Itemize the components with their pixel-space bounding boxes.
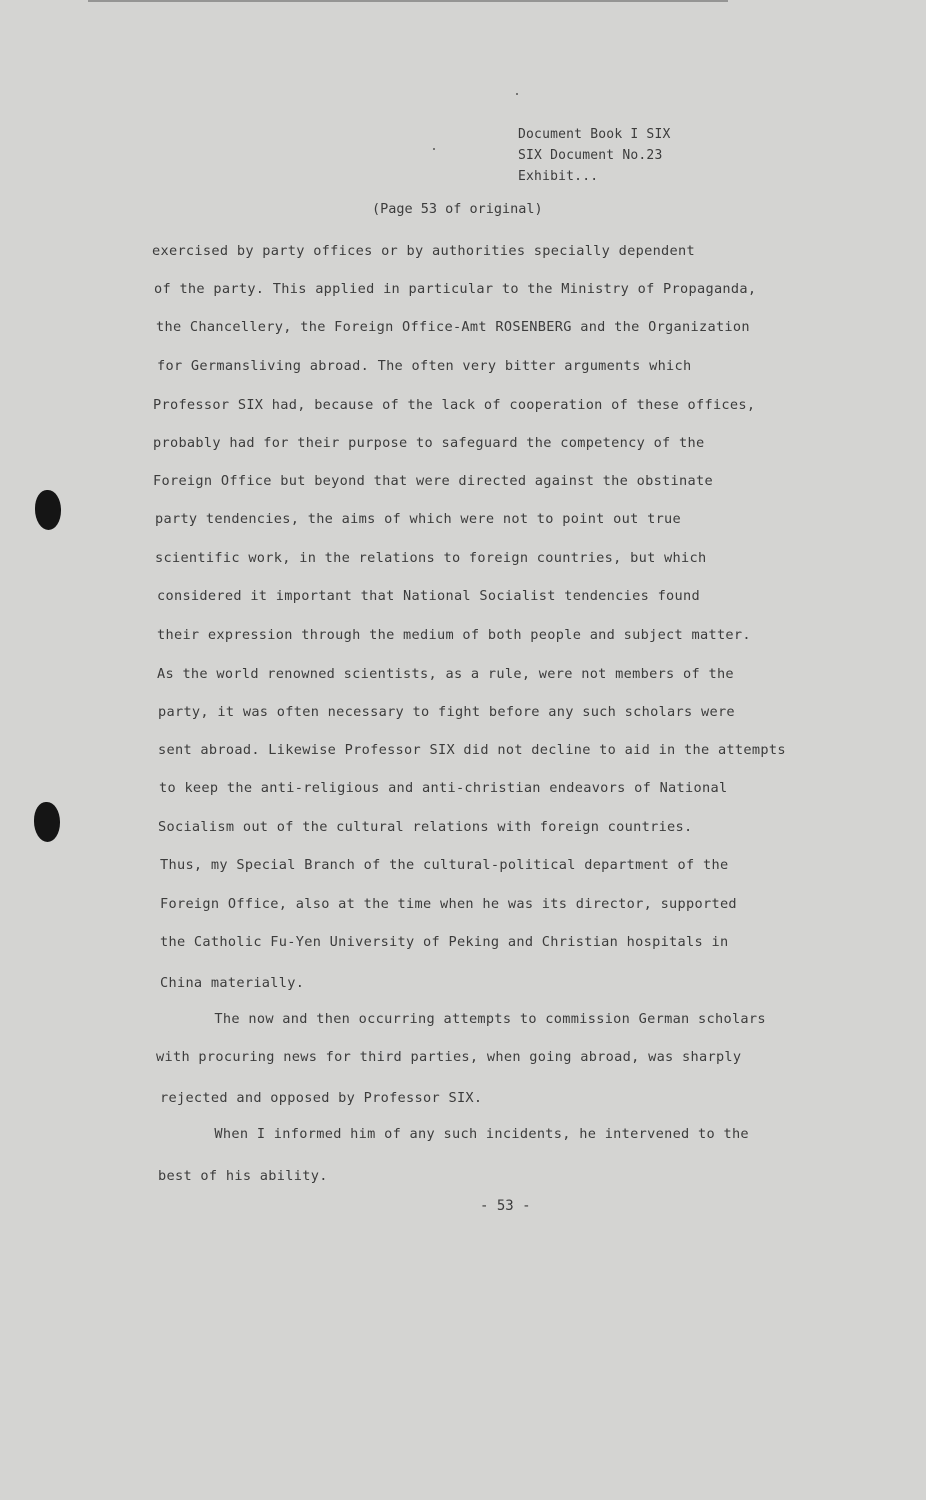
body-line: When I informed him of any such incidents, he intervened to the	[172, 1126, 749, 1142]
body-line: the Catholic Fu-Yen University of Peking and Christian hospitals in	[160, 934, 729, 950]
body-line: the Chancellery, the Foreign Office-Amt ROSENBERG and the Organization	[156, 319, 750, 335]
paper-speck	[433, 148, 435, 150]
body-line: with procuring news for third parties, when going abroad, was sharply	[156, 1049, 742, 1065]
body-line: best of his ability.	[158, 1168, 328, 1184]
punch-hole-lower	[34, 802, 60, 842]
body-line: sent abroad. Likewise Professor SIX did not decline to aid in the attempts	[158, 742, 786, 758]
body-line: party, it was often necessary to fight before any such scholars were	[158, 704, 735, 720]
original-page-reference: (Page 53 of original)	[372, 201, 543, 217]
body-line: party tendencies, the aims of which were not to point out true	[155, 511, 682, 527]
body-line: Thus, my Special Branch of the cultural-political department of the	[160, 857, 729, 873]
body-line: Foreign Office but beyond that were directed against the obstinate	[153, 473, 713, 489]
body-line: As the world renowned scientists, as a rule, were not members of the	[157, 666, 734, 682]
body-line: Professor SIX had, because of the lack of cooperation of these offices,	[153, 397, 756, 413]
body-line: scientific work, in the relations to foreign countries, but which	[155, 550, 707, 566]
top-border-line	[88, 0, 728, 2]
header-document-number: SIX Document No.23	[518, 148, 663, 163]
body-line: to keep the anti-religious and anti-christian endeavors of National	[159, 780, 728, 796]
body-line: of the party. This applied in particular to the Ministry of Propaganda,	[154, 281, 757, 297]
document-header	[518, 124, 778, 187]
punch-hole-upper	[35, 490, 61, 530]
header-document-book: Document Book I SIX	[518, 127, 671, 142]
body-line: rejected and opposed by Professor SIX.	[160, 1090, 483, 1106]
body-line: their expression through the medium of both people and subject matter.	[157, 627, 751, 643]
body-line: exercised by party offices or by authorities specially dependent	[152, 243, 695, 259]
body-line: considered it important that National Socialist tendencies found	[157, 588, 700, 604]
header-exhibit: Exhibit...	[518, 169, 599, 184]
paper-speck	[516, 93, 518, 95]
body-line: China materially.	[160, 975, 305, 991]
body-line: probably had for their purpose to safeguard the competency of the	[153, 435, 705, 451]
body-line: The now and then occurring attempts to commission German scholars	[172, 1011, 766, 1027]
body-line: for Germansliving abroad. The often very bitter arguments which	[157, 358, 692, 374]
body-line: Socialism out of the cultural relations with foreign countries.	[158, 819, 693, 835]
page-number: - 53 -	[480, 1198, 531, 1214]
body-line: Foreign Office, also at the time when he was its director, supported	[160, 896, 737, 912]
